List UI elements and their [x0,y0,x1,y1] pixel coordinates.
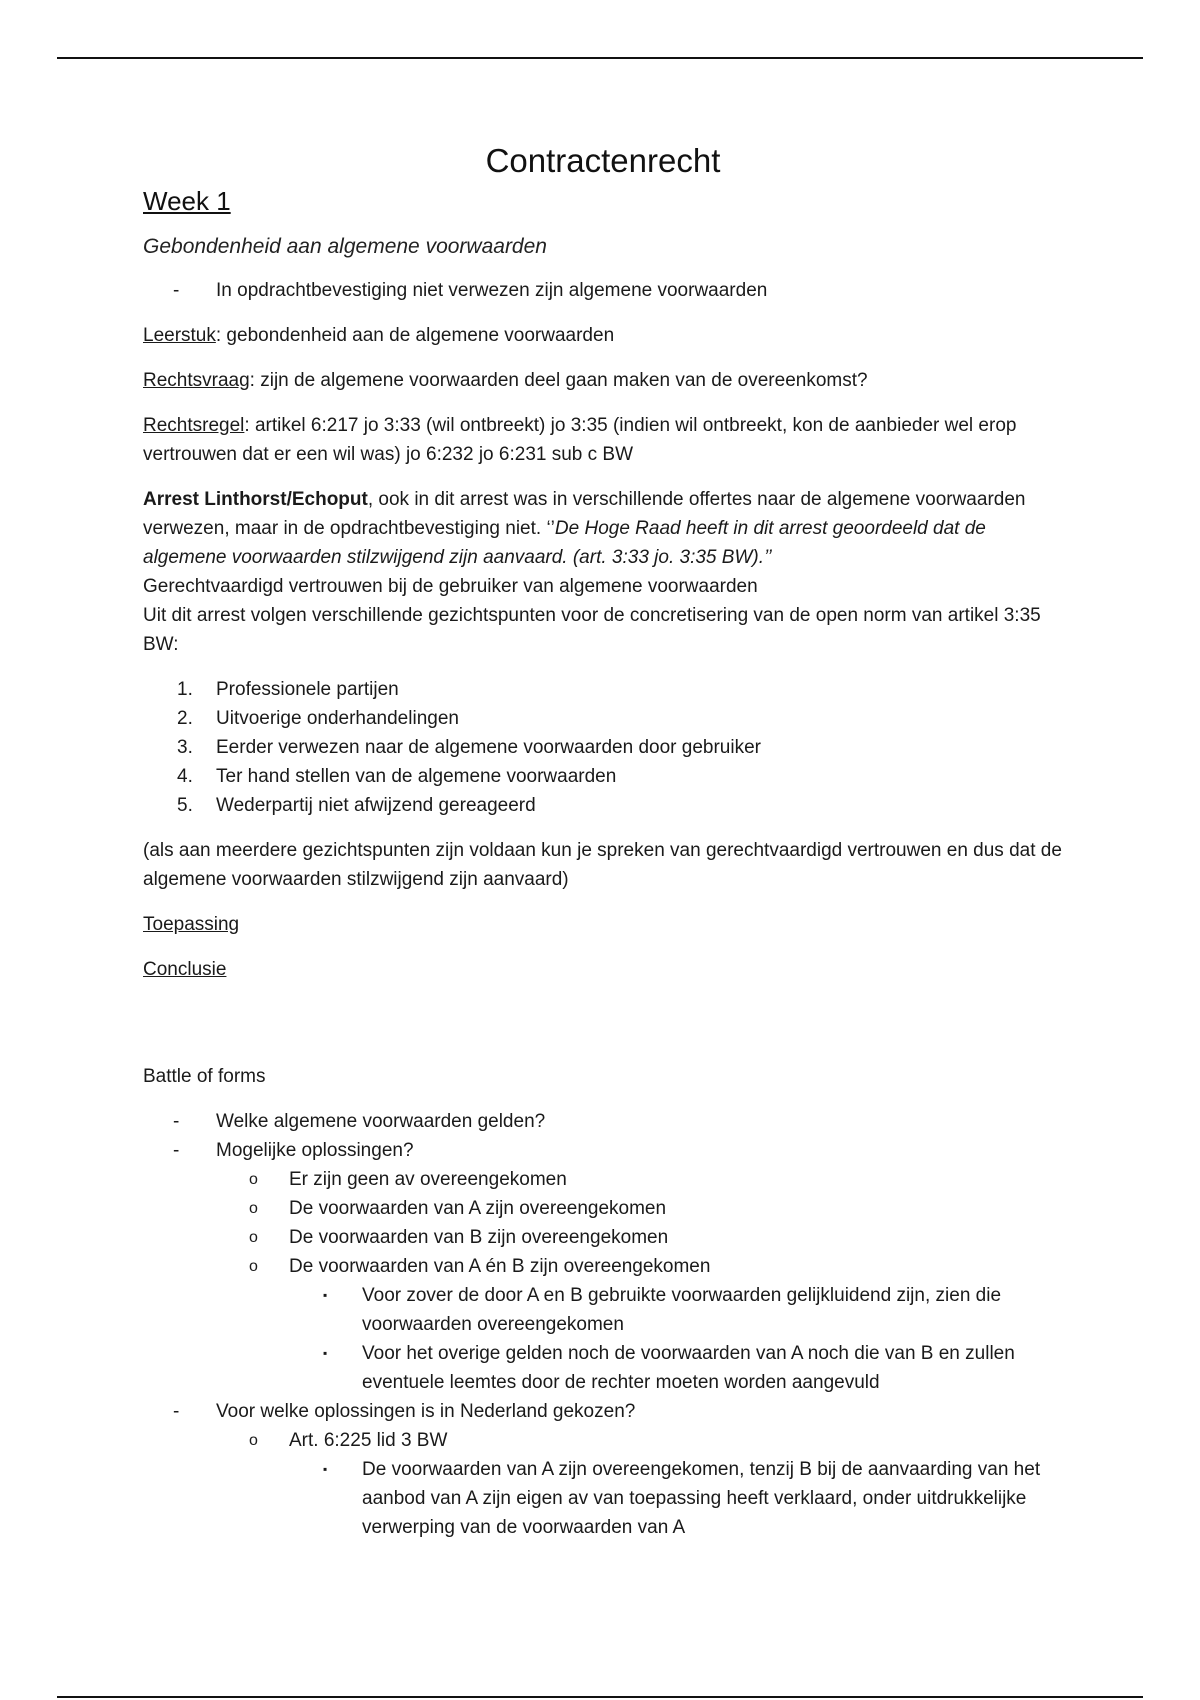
rechtsregel-text: : artikel 6:217 jo 3:33 (wil ontbreekt) jo 3:35 (indien wil ontbreekt, kon de aanbieder wel erop vertrouwen dat er een wil was) jo 6:232 jo 6:231 sub c BW [143,415,1017,465]
list-item-text: Professionele partijen [216,679,399,700]
list-item [289,1281,1063,1339]
list-item [216,1252,1063,1397]
list-item [216,1426,1063,1542]
dash-bullet-icon: - [173,280,180,301]
rechtsvraag-label: Rechtsvraag [143,370,250,391]
leerstuk-text: : gebondenheid aan de algemene voorwaarden [215,325,615,346]
list-item-text: Welke algemene voorwaarden gelden? [216,1111,546,1132]
list-item [143,762,1063,791]
dash-bullet-icon: - [173,1140,180,1161]
list-item-text: In opdrachtbevestiging niet verwezen zijn algemene voorwaarden [216,280,768,301]
circle-bullet-icon: o [249,1171,258,1188]
list-item-text: De voorwaarden van A zijn overeengekomen [289,1198,667,1219]
list-item-text: Wederpartij niet afwijzend gereageerd [216,795,536,816]
square-bullet-icon: ▪ [323,1288,328,1302]
document-page [143,138,1063,1558]
list-item-text: Mogelijke oplossingen? [216,1140,414,1161]
list-item-text: Art. 6:225 lid 3 BW [289,1430,448,1451]
list-item-text: Eerder verwezen naar de algemene voorwaarden door gebruiker [216,737,761,758]
gezichtspunten-list [143,675,1063,820]
nl-option-sub-list [289,1455,1063,1542]
dash-bullet-icon: - [173,1401,180,1422]
circle-bullet-icon: o [249,1200,258,1217]
option-sub-list [289,1281,1063,1397]
section-heading-gebondenheid: Gebondenheid aan algemene voorwaarden [143,235,547,258]
conclusie-heading: Conclusie [143,959,227,980]
number-marker: 5. [177,795,193,816]
toepassing-heading: Toepassing [143,914,240,935]
spacer [143,1000,1063,1062]
document-title: Contractenrecht [485,142,721,179]
circle-bullet-icon: o [249,1432,258,1449]
circle-bullet-icon: o [249,1229,258,1246]
list-item-text: De voorwaarden van A én B zijn overeengekomen [289,1256,711,1277]
rechtsvraag-text: : zijn de algemene voorwaarden deel gaan maken van de overeenkomst? [249,370,868,391]
circle-bullet-icon: o [249,1258,258,1275]
list-item [216,1165,1063,1194]
options-list [216,1165,1063,1397]
week-heading: Week 1 [143,186,231,216]
list-item-text: De voorwaarden van B zijn overeengekomen [289,1227,669,1248]
list-item [143,704,1063,733]
list-item [143,1136,1063,1397]
rechtsregel-paragraph [143,411,1063,469]
list-item-text: Uitvoerige onderhandelingen [216,708,459,729]
number-marker: 4. [177,766,193,787]
square-bullet-icon: ▪ [323,1346,328,1360]
arrest-quote: De Hoge Raad heeft in dit arrest geoordeeld dat de algemene voorwaarden stilzwijgend zijn aanvaard. (art. 3:33 jo. 3:35 BW).’’ [143,518,986,568]
intro-bullet-list [143,276,1063,305]
battle-of-forms-list [143,1107,1063,1542]
rechtsvraag-paragraph [143,366,1063,395]
number-marker: 2. [177,708,193,729]
arrest-name: Arrest Linthorst/Echoput [143,489,368,510]
square-bullet-icon: ▪ [323,1462,328,1476]
footer-rule [57,1696,1143,1698]
leerstuk-paragraph [143,321,1063,350]
list-item [143,1397,1063,1542]
list-item [143,276,1063,305]
list-item-text: De voorwaarden van A zijn overeengekomen, tenzij B bij de aanvaarding van het aanbod van A zijn eigen av van toepassing heeft verklaard, onder uitdrukkelijke verwerping van de voorwaarden van A [362,1459,1041,1538]
note-paragraph: (als aan meerdere gezichtspunten zijn voldaan kun je spreken van gerechtvaardigd vertrouwen en dus dat de algemene voorwaarden stilzwijgend zijn aanvaard) [143,840,1062,890]
rechtsregel-label: Rechtsregel [143,415,245,436]
number-marker: 1. [177,679,193,700]
list-item [216,1194,1063,1223]
list-item [143,733,1063,762]
list-item [143,1107,1063,1136]
leerstuk-label: Leerstuk [143,325,216,346]
battle-of-forms-heading: Battle of forms [143,1066,266,1087]
list-item-text: Er zijn geen av overeengekomen [289,1169,567,1190]
list-item-text: Voor zover de door A en B gebruikte voorwaarden gelijkluidend zijn, zien die voorwaarden overeengekomen [362,1285,1002,1335]
list-item [289,1455,1063,1542]
header-rule [57,57,1143,59]
dash-bullet-icon: - [173,1111,180,1132]
arrest-text: , ook in dit arrest was in verschillende offertes naar de algemene voorwaarden verwezen, maar in de opdrachtbevestiging niet. ‘’ [143,489,1026,539]
list-item-text: Voor welke oplossingen is in Nederland gekozen? [216,1401,636,1422]
list-item-text: Voor het overige gelden noch de voorwaarden van A noch die van B en zullen eventuele leemtes door de rechter moeten worden aangevuld [362,1343,1015,1393]
list-item-text: Ter hand stellen van de algemene voorwaarden [216,766,617,787]
nl-options-list [216,1426,1063,1542]
number-marker: 3. [177,737,193,758]
list-item [289,1339,1063,1397]
arrest-paragraph [143,485,1063,572]
vertrouwen-line: Gerechtvaardigd vertrouwen bij de gebruiker van algemene voorwaarden [143,576,758,597]
list-item [216,1223,1063,1252]
list-item [143,675,1063,704]
list-item [143,791,1063,820]
gezichtspunten-line: Uit dit arrest volgen verschillende gezichtspunten voor de concretisering van de open norm van artikel 3:35 BW: [143,605,1041,655]
